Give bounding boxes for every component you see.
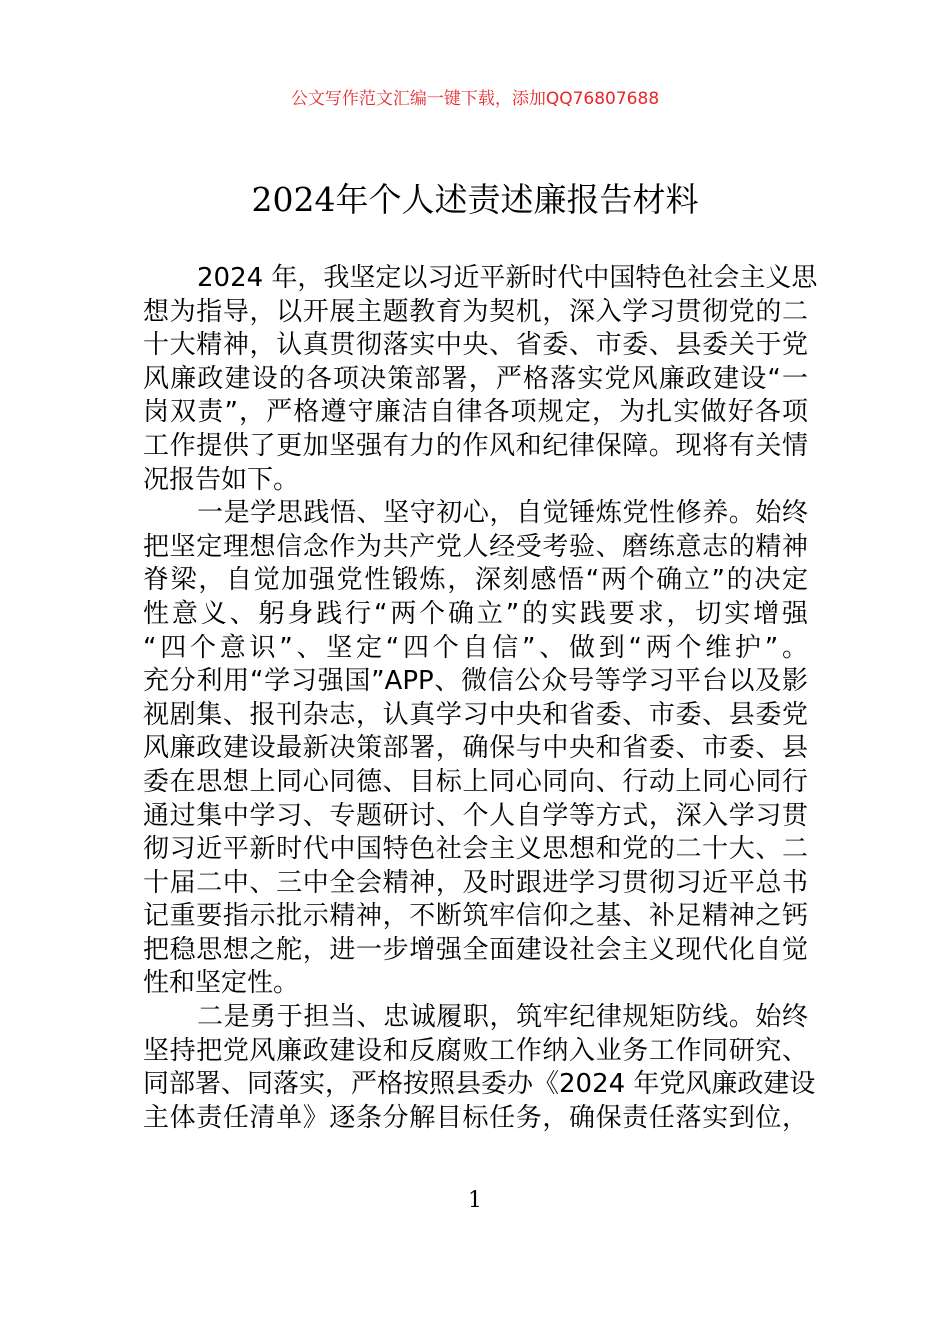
text-line: 主体责任清单》逐条分解目标任务，确保责任落实到位， — [143, 1102, 808, 1133]
text-line: 委在思想上同心同德、目标上同心同向、行动上同心同行 — [143, 766, 808, 797]
text-line: 视剧集、报刊杂志，认真学习中央和省委、市委、县委党 — [143, 699, 808, 730]
text-line: 彻习近平新时代中国特色社会主义思想和党的二十大、二 — [143, 834, 808, 865]
watermark-banner: 公文写作范文汇编一键下载，添加QQ76807688 — [290, 89, 660, 109]
text-line: 同部署、同落实，严格按照县委办《2024 年党风廉政建设 — [143, 1069, 816, 1100]
paragraph-section-1 — [143, 497, 808, 1001]
text-line: 性意义、躬身践行“两个确立”的实践要求，切实增强 — [143, 598, 808, 629]
text-line: 风廉政建设最新决策部署，确保与中央和省委、市委、县 — [143, 733, 808, 764]
text-line: 记重要指示批示精神，不断筑牢信仰之基、补足精神之钙 — [143, 901, 808, 932]
text-line: 风廉政建设的各项决策部署，严格落实党风廉政建设“一 — [143, 363, 808, 394]
paragraph-section-2 — [143, 1001, 816, 1135]
text-line: 把坚定理想信念作为共产党人经受考验、磨练意志的精神 — [143, 531, 808, 562]
document-body — [143, 262, 818, 1135]
text-line: 工作提供了更加坚强有力的作风和纪律保障。现将有关情 — [143, 430, 808, 461]
text-line: 十届二中、三中全会精神，及时跟进学习贯彻习近平总书 — [143, 867, 808, 898]
text-line: 把稳思想之舵，进一步增强全面建设社会主义现代化自觉 — [143, 934, 808, 965]
text-line: 脊梁，自觉加强党性锻炼，深刻感悟“两个确立”的决定 — [143, 565, 808, 596]
text-line: 坚持把党风廉政建设和反腐败工作纳入业务工作同研究、 — [143, 1035, 808, 1066]
paragraph-intro — [143, 262, 818, 497]
document-title: 2024年个人述责述廉报告材料 — [251, 180, 699, 219]
text-line: 通过集中学习、专题研讨、个人自学等方式，深入学习贯 — [143, 800, 808, 831]
text-line: 充分利用“学习强国”APP、微信公众号等学习平台以及影 — [143, 666, 808, 697]
text-line: 2024 年，我坚定以习近平新时代中国特色社会主义思 — [197, 263, 818, 293]
page-number: 1 — [468, 1188, 482, 1213]
text-line: 一是学思践悟、坚守初心，自觉锤炼党性修养。始终 — [197, 498, 808, 529]
text-line: 岗双责”，严格遵守廉洁自律各项规定，为扎实做好各项 — [143, 397, 808, 428]
text-line: 想为指导，以开展主题教育为契机，深入学习贯彻党的二 — [143, 296, 808, 327]
text-line: 二是勇于担当、忠诚履职，筑牢纪律规矩防线。始终 — [197, 1002, 808, 1033]
text-line: “四个意识”、坚定“四个自信”、做到“两个维护”。 — [143, 632, 808, 663]
text-line: 十大精神，认真贯彻落实中央、省委、市委、县委关于党 — [143, 330, 808, 361]
text-line: 性和坚定性。 — [143, 968, 300, 999]
text-line: 况报告如下。 — [143, 464, 300, 495]
